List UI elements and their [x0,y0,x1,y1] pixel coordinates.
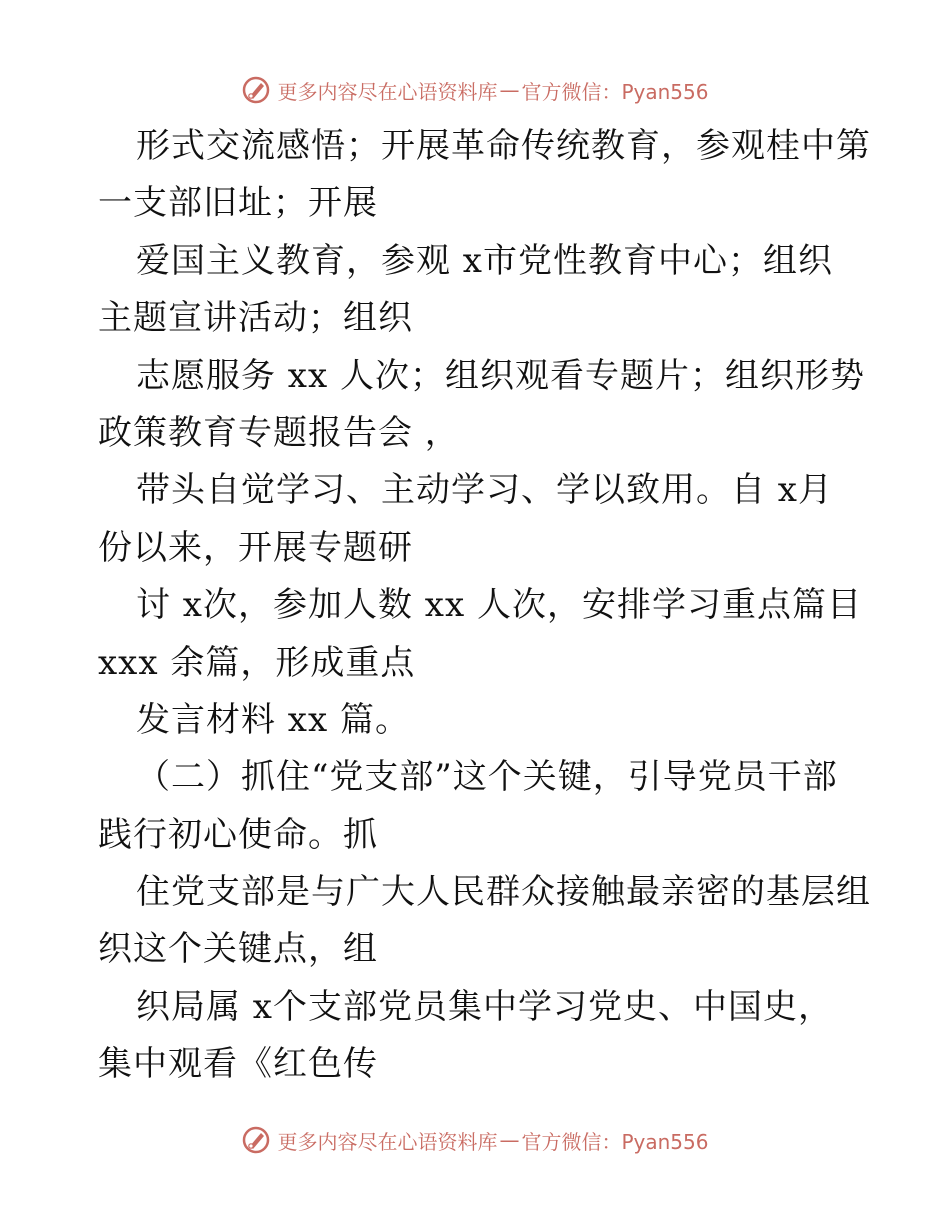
text-line: （二）抓住“党支部”这个关键，引导党员干部 [136,757,838,798]
text-line: 爱国主义教育，参观 x市党性教育中心；组织 [136,240,833,281]
text-line: 住党支部是与广大人民群众接触最亲密的基层组 [136,872,871,913]
body-text [98,118,871,1094]
text-line: 践行初心使命。抓 [98,814,378,855]
text-line: 讨 x次，参加人数 xx 人次，安排学习重点篇目 [136,585,862,626]
text-line: 发言材料 xx 篇。 [136,699,410,740]
header-watermark [0,70,950,110]
banner-wechat-text: 官方微信：Pyan556 [521,1129,709,1154]
pen-logo-icon [241,1125,271,1155]
banner-main-text: 更多内容尽在心语资料库 [277,1129,498,1154]
text-line: 带头自觉学习、主动学习、学以致用。自 x月 [136,470,833,511]
banner-separator: — [499,1128,520,1152]
banner-main-text: 更多内容尽在心语资料库 [277,79,498,104]
text-line: 一支部旧址；开展 [98,183,378,224]
banner-wechat-text: 官方微信：Pyan556 [521,79,709,104]
text-line: xxx 余篇，形成重点 [98,642,416,683]
banner-separator: — [499,78,520,102]
text-line: 主题宣讲活动；组织 [98,298,413,339]
text-line: 形式交流感悟；开展革命传统教育，参观桂中第 [136,126,871,166]
text-line: 志愿服务 xx 人次；组织观看专题片；组织形势 [136,355,865,396]
text-line: 织这个关键点，组 [98,929,378,970]
text-line: 集中观看《红色传 [98,1044,378,1085]
footer-watermark [0,1120,950,1160]
pen-logo-icon [241,75,271,105]
text-line: 政策教育专题报告会 ， [98,412,460,453]
text-line: 份以来，开展专题研 [98,527,413,568]
text-line: 织局属 x个支部党员集中学习党史、中国史， [136,986,833,1027]
